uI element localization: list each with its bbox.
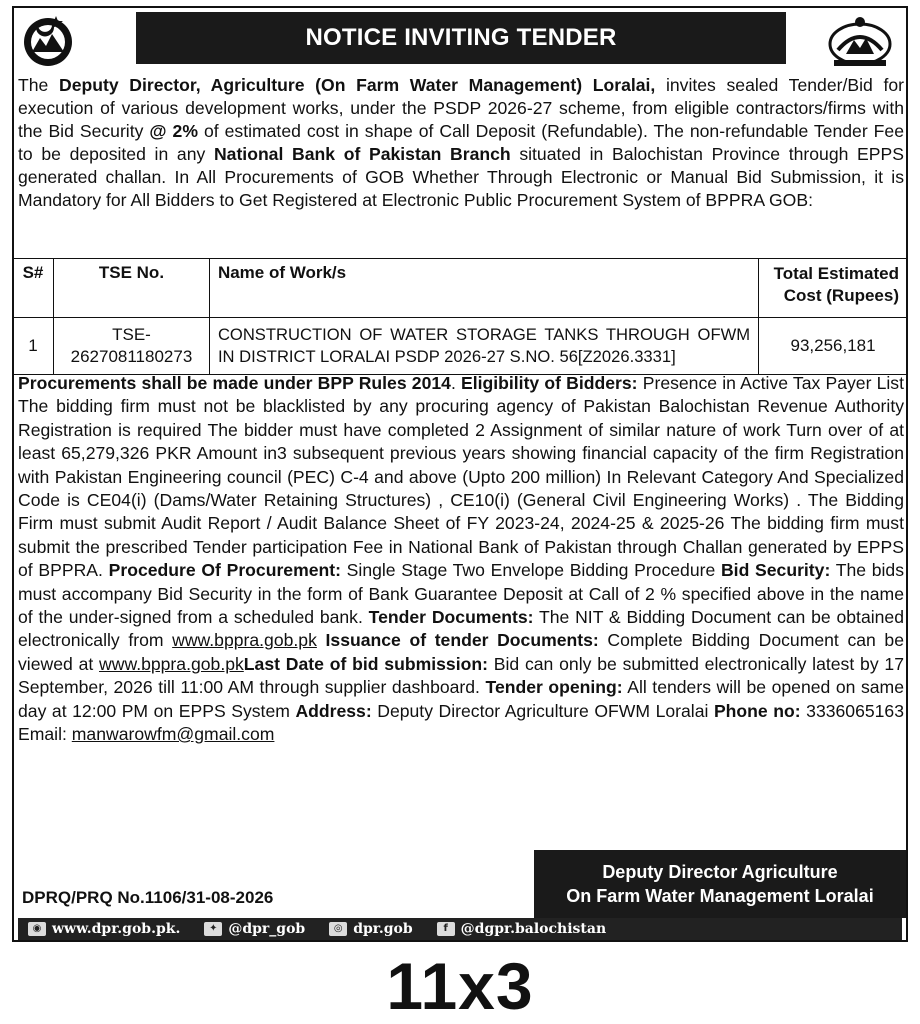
issuance-text: Complete Bidding Document can be viewed at xyxy=(18,630,905,674)
last-date-text: Bid can only be submitted electronically latest by 17 September, 2026 till 11:00 AM through supplier dashboard. xyxy=(18,653,904,698)
facebook-icon: f xyxy=(437,922,455,936)
tse-line1: TSE- xyxy=(112,325,151,344)
globe-icon: ◉ xyxy=(28,922,46,936)
facebook-handle: @dgpr.balochistan xyxy=(460,921,607,937)
tse-line2: 2627081180273 xyxy=(70,347,193,366)
bid-security-text: The bids must accompany Bid Security in the form of Bank Guarantee Deposit at Call of 2 % specified above in the name of the under-signed from a scheduled bank. xyxy=(18,560,904,628)
bank-name: National Bank of Pakistan Branch xyxy=(213,144,511,164)
bppra-link[interactable]: www.bppra.gob.pk xyxy=(172,630,317,651)
cell-tse xyxy=(53,318,209,375)
eligibility-heading: Eligibility of Bidders: xyxy=(461,373,638,393)
body-text xyxy=(317,630,326,650)
intro-text: of estimated cost in shape of Call Deposit (Refundable). The non-refundable Tender Fee to be deposited in any xyxy=(18,121,904,164)
conditions-paragraph xyxy=(18,372,904,747)
instagram-item[interactable] xyxy=(319,921,412,937)
cell-sno: 1 xyxy=(13,318,54,375)
phone-heading: Phone no: xyxy=(713,700,801,721)
department-emblem-right xyxy=(820,10,900,70)
ad-size-label: 11x3 xyxy=(386,949,534,1023)
email-link[interactable]: manwarowfm@gmail.com xyxy=(71,724,275,745)
twitter-icon: ✦ xyxy=(204,922,222,936)
cell-work: CONSTRUCTION OF WATER STORAGE TANKS THROUGH OFWM IN DISTRICT LORALAI PSDP 2026-27 S.NO. 56[Z2026.3331] xyxy=(209,318,758,375)
signature-line1: Deputy Director Agriculture xyxy=(602,862,838,882)
balochistan-emblem-left xyxy=(18,10,98,70)
tender-opening-text: All tenders will be opened on same day at 12:00 PM on EPPS System xyxy=(18,677,904,721)
address-heading: Address: xyxy=(295,700,372,721)
tender-documents-text: The NIT & Bidding Document can be obtained electronically from xyxy=(18,607,904,651)
office-name: Deputy Director, Agriculture (On Farm Water Management) Loralai, xyxy=(58,75,656,95)
bid-security-heading: Bid Security: xyxy=(720,560,831,581)
cost-header-line1: Total Estimated xyxy=(773,264,899,283)
cell-cost: 93,256,181 xyxy=(759,318,908,375)
bppra-link[interactable]: www.bppra.gob.pk xyxy=(99,653,244,674)
intro-paragraph xyxy=(18,74,904,212)
signature-line2: On Farm Water Management Loralai xyxy=(566,886,874,906)
website-item[interactable] xyxy=(18,921,180,937)
tender-opening-heading: Tender opening: xyxy=(485,677,623,698)
col-header-tse: TSE No. xyxy=(53,259,209,318)
issuance-heading: Issuance of tender Documents: xyxy=(325,630,599,651)
cost-header-line2: Cost (Rupees) xyxy=(783,286,899,305)
address-text: Deputy Director Agriculture OFWM Loralai xyxy=(371,700,714,721)
col-header-work: Name of Work/s xyxy=(209,259,758,318)
notice-title: NOTICE INVITING TENDER xyxy=(136,12,786,64)
dpr-reference: DPRQ/PRQ No.1106/31-08-2026 xyxy=(22,888,274,907)
bid-security-rate: @ 2% xyxy=(149,121,198,141)
website-text: www.dpr.gob.pk. xyxy=(52,921,181,937)
table-row xyxy=(13,318,908,375)
eligibility-text: Presence in Active Tax Payer List The bidding firm must not be blacklisted by any procuring agency of Pakistan Balochistan Revenue Authority Registration is required The bidder must have completed 2 Assignment of similar nature of work Turn over of at least 65,279,326 PKR Amount in3 subsequent previous years showing financial capacity of the firm Registration with Pakistan Engineering council (PEC) C-4 and above (Upto 200 million) In Relevant Category And Specialized Code is CE04(i) (Dams/Water Retaining Structures) , CE10(i) (General Civil Engineering Works) . The Bidding Firm must submit Audit Report / Audit Balance Sheet of FY 2023-24, 2024-25 & 2025-26 The bidding firm must submit the prescribed Tender participation Fee in National Bank of Pakistan through Challan generated by EPPS of BPPRA. xyxy=(18,373,904,581)
procedure-heading: Procedure Of Procurement: xyxy=(108,560,341,581)
social-strip xyxy=(18,918,902,940)
intro-text: The xyxy=(18,75,59,95)
table-header-row xyxy=(13,259,908,318)
intro-text: situated in Balochistan Province through EPPS generated challan. In All Procurements of GOB Whether Through Electronic or Manual Bid Submission, it is Mandatory for All Bidders to Get Registered at Electronic Public Procurement System of BPPRA GOB: xyxy=(18,144,905,210)
twitter-item[interactable] xyxy=(194,921,305,937)
rules-heading: Procurements shall be made under BPP Rules 2014 xyxy=(18,373,451,393)
procedure-text: Single Stage Two Envelope Bidding Procedure xyxy=(340,560,721,581)
instagram-handle: dpr.gob xyxy=(353,921,413,937)
signature-block xyxy=(534,850,906,918)
tender-table xyxy=(12,258,908,375)
tender-documents-heading: Tender Documents: xyxy=(368,607,534,628)
facebook-item[interactable] xyxy=(427,921,606,937)
twitter-handle: @dpr_gob xyxy=(228,921,306,937)
col-header-sno: S# xyxy=(13,259,54,318)
col-header-cost xyxy=(759,259,908,318)
instagram-icon: ◎ xyxy=(329,922,347,936)
phone-text: 3336065163 Email: xyxy=(18,700,905,745)
body-text: . xyxy=(450,373,462,393)
last-date-heading: Last Date of bid submission: xyxy=(243,653,488,674)
intro-text: invites sealed Tender/Bid for execution of various development works, under the PSDP 2026-27 scheme, from eligible contractors/firms with the Bid Security xyxy=(18,75,904,141)
